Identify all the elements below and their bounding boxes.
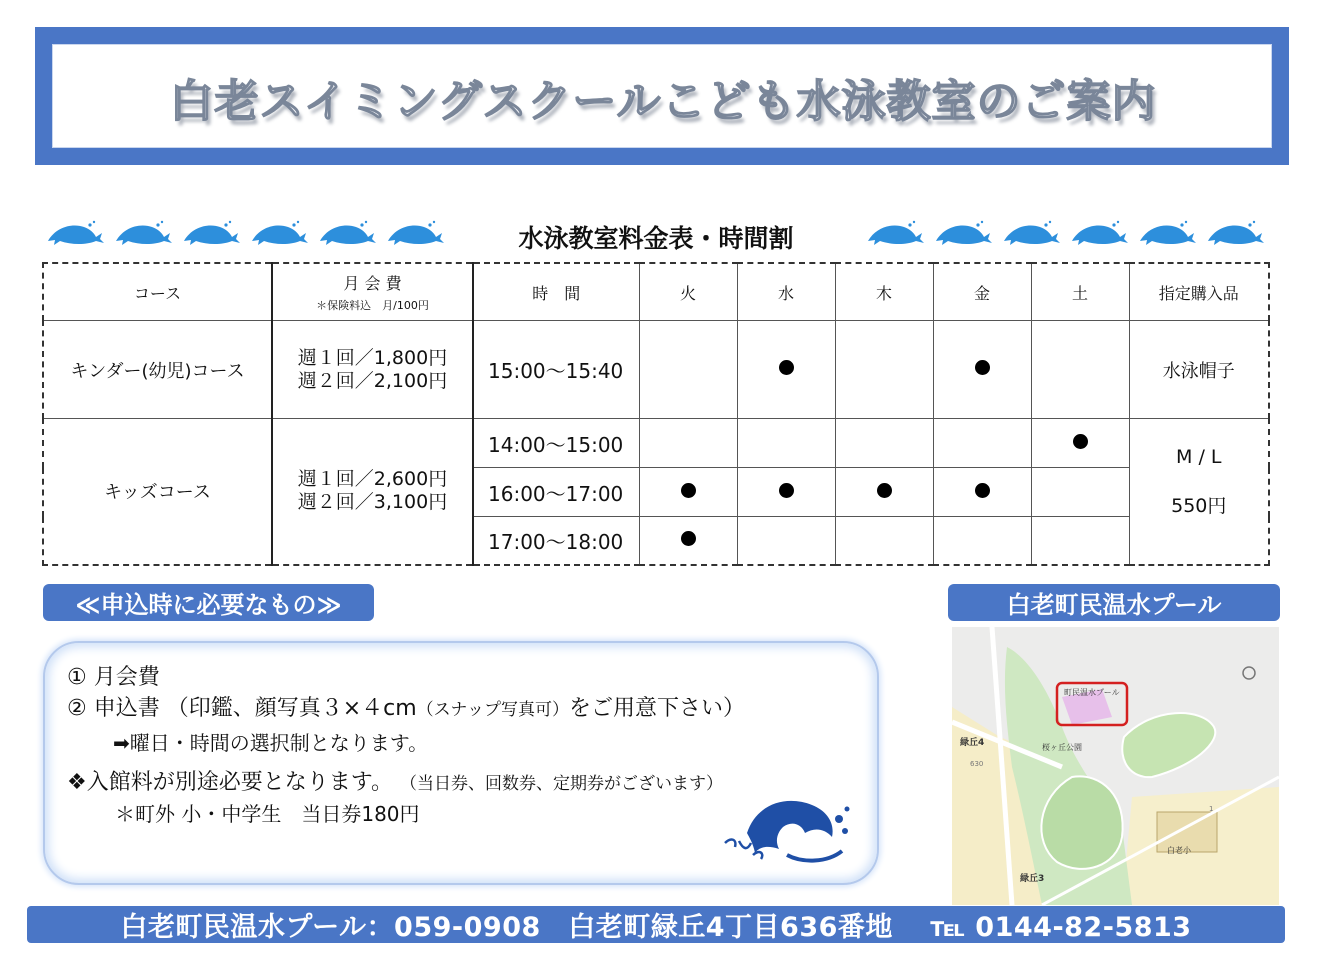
header-day-thu: 木	[835, 263, 933, 321]
header-course: コース	[43, 263, 272, 321]
header-fee	[272, 263, 473, 321]
req-line-application	[67, 691, 745, 722]
slot-cell	[835, 468, 933, 517]
course-name-kids: キッズコース	[43, 419, 272, 565]
item-kinder: 水泳帽子	[1129, 321, 1269, 419]
slot-cell	[737, 321, 835, 419]
slot-cell	[639, 321, 737, 419]
item-kids-price: 550円	[1171, 495, 1227, 517]
dolphin-decoration-right	[866, 216, 1266, 252]
slot-cell	[1031, 321, 1129, 419]
dolphin-icon	[386, 219, 446, 249]
scheduled-dot	[1073, 434, 1088, 449]
slot-cell	[737, 517, 835, 565]
slot-cell	[933, 468, 1031, 517]
dolphin-icon	[182, 219, 242, 249]
item-kids	[1129, 419, 1269, 565]
dolphin-icon	[250, 219, 310, 249]
fee-kinder-weekly2: 週２回／2,100円	[297, 369, 448, 392]
dolphin-icon	[1138, 219, 1198, 249]
slot-cell	[737, 419, 835, 468]
req-line-entry	[67, 765, 723, 796]
scheduled-dot	[681, 483, 696, 498]
time-kids-1: 14:00〜15:00	[473, 419, 639, 468]
map-label-school: 白老小	[1167, 846, 1191, 855]
dolphin-icon	[114, 219, 174, 249]
req-line-fee: ① 月会費	[67, 665, 160, 690]
scheduled-dot	[877, 483, 892, 498]
slot-cell	[639, 517, 737, 565]
slot-cell	[835, 321, 933, 419]
dolphin-decoration-left	[46, 216, 446, 252]
time-kids-3: 17:00〜18:00	[473, 517, 639, 565]
req-line-application-main: ② 申込書 （印鑑、顔写真３×４cm	[67, 696, 417, 721]
fee-schedule-table	[42, 262, 1270, 566]
dolphin-icon	[1002, 219, 1062, 249]
scheduled-dot	[681, 531, 696, 546]
page-title: 白老スイミングスクールこども水泳教室のご案内	[169, 76, 1157, 127]
pool-label: 白老町民温水プール	[948, 584, 1280, 621]
location-map[interactable]	[952, 627, 1279, 905]
table-header-row	[43, 263, 1269, 321]
header-day-sat: 土	[1031, 263, 1129, 321]
header-fee-note: ＊保険料込 月/100円	[316, 299, 429, 312]
map-label-pool: 町民温水プール	[1064, 688, 1120, 697]
scheduled-dot	[779, 360, 794, 375]
fee-kids-weekly1: 週１回／2,600円	[297, 468, 448, 491]
req-line-application-end: をご用意下さい）	[569, 696, 746, 721]
dolphin-logo	[717, 793, 867, 871]
slot-cell	[933, 517, 1031, 565]
map-label-park: 桜ヶ丘公園	[1042, 743, 1082, 752]
fee-kinder	[272, 321, 473, 419]
requirements-box	[43, 641, 879, 885]
header-items: 指定購入品	[1129, 263, 1269, 321]
fee-kids	[272, 419, 473, 565]
dolphin-icon	[866, 219, 926, 249]
time-kinder: 15:00〜15:40	[473, 321, 639, 419]
slot-cell	[1031, 419, 1129, 468]
map-label-num2: 1	[1209, 805, 1214, 813]
item-kids-size: M / L	[1176, 446, 1222, 468]
scheduled-dot	[975, 360, 990, 375]
req-line-entry-main: ❖入館料が別途必要となります。	[67, 770, 393, 795]
time-kids-2: 16:00〜17:00	[473, 468, 639, 517]
header-day-tue: 火	[639, 263, 737, 321]
slot-cell	[835, 419, 933, 468]
course-name-kinder: キンダー(幼児)コース	[43, 321, 272, 419]
map-label-area2: 緑丘3	[1020, 874, 1045, 884]
scheduled-dot	[975, 483, 990, 498]
map-label-area1: 緑丘4	[960, 738, 985, 748]
req-line-outside: ＊町外 小・中学生 当日券180円	[115, 802, 420, 826]
dolphin-icon	[1070, 219, 1130, 249]
slot-cell	[835, 517, 933, 565]
dolphin-icon	[934, 219, 994, 249]
slot-cell	[933, 419, 1031, 468]
fee-kids-weekly2: 週２回／3,100円	[297, 491, 448, 514]
map-graphic	[952, 627, 1279, 905]
slot-cell	[1031, 517, 1129, 565]
title-panel	[52, 44, 1272, 148]
table-row-kinder	[43, 321, 1269, 419]
req-line-entry-note: （当日券、回数券、定期券がございます）	[399, 774, 723, 794]
slot-cell	[737, 468, 835, 517]
dolphin-icon	[318, 219, 378, 249]
requirements-label: ≪申込時に必要なもの≫	[43, 584, 374, 621]
req-line-schedule: ➡曜日・時間の選択制となります。	[113, 731, 429, 755]
slot-cell	[933, 321, 1031, 419]
slot-cell	[639, 468, 737, 517]
header-day-wed: 水	[737, 263, 835, 321]
map-label-num1: 630	[970, 760, 984, 768]
slot-cell	[639, 419, 737, 468]
fee-kinder-weekly1: 週１回／1,800円	[297, 346, 448, 369]
header-day-fri: 金	[933, 263, 1031, 321]
header-fee-label: 月 会 費	[343, 274, 402, 293]
dolphin-icon	[46, 219, 106, 249]
table-heading: 水泳教室料金表・時間割	[518, 224, 794, 253]
req-line-application-note: （スナップ写真可）	[416, 700, 569, 720]
scheduled-dot	[779, 483, 794, 498]
dolphin-icon	[1206, 219, 1266, 249]
header-time: 時 間	[473, 263, 639, 321]
footer-contact: 白老町民温水プール：059-0908 白老町緑丘4丁目636番地 ℡ 0144-82-5813	[27, 906, 1285, 943]
slot-cell	[1031, 468, 1129, 517]
table-row-kids-1	[43, 419, 1269, 468]
